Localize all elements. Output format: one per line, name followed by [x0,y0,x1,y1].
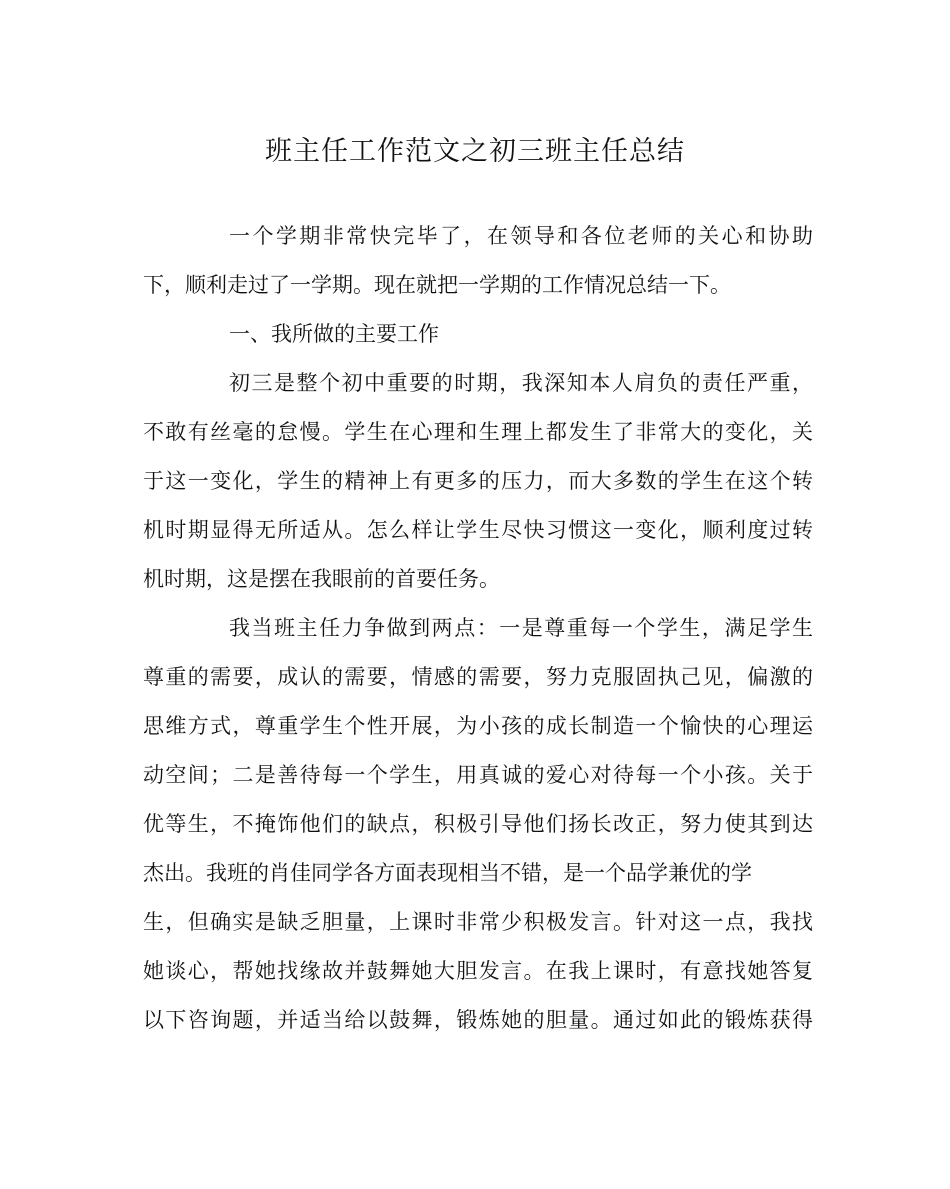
text-line: 一个学期非常快完毕了，在领导和各位老师的关心和协助 [229,224,813,248]
text-line: 动空间；二是善待每一个学生，用真诚的爱心对待每一个小孩。关于 [143,763,813,787]
text-line: 机时期，这是摆在我眼前的首要任务。 [143,567,500,591]
text-line: 于这一变化，学生的精神上有更多的压力，而大多数的学生在这个转 [143,469,813,493]
document-title: 班主任工作范文之初三班主任总结 [265,136,685,167]
text-line: 杰出。我班的肖佳同学各方面表现相当不错，是一个品学兼优的学 [143,861,752,885]
text-line: 下，顺利走过了一学期。现在就把一学期的工作情况总结一下。 [143,273,731,297]
paragraph-grade-three [143,359,813,604]
text-line: 她谈心，帮她找缘故并鼓舞她大胆发言。在我上课时，有意找她答复 [143,959,813,983]
text-line: 尊重的需要，成认的需要，情感的需要，努力克服固执己见，偏激的 [143,665,813,689]
text-line: 思维方式，尊重学生个性开展，为小孩的成长制造一个愉快的心理运 [143,714,813,738]
section-heading [143,310,813,359]
text-line: 不敢有丝毫的怠慢。学生在心理和生理上都发生了非常大的变化，关 [143,420,813,444]
paragraph-two-points [143,604,813,1045]
text-line: 初三是整个初中重要的时期，我深知本人肩负的责任严重， [229,371,813,395]
text-line: 优等生，不掩饰他们的缺点，积极引导他们扬长改正，努力使其到达 [143,812,813,836]
text-line: 以下咨询题，并适当给以鼓舞，锻炼她的胆量。通过如此的锻炼获得 [143,1008,813,1032]
text-line: 生，但确实是缺乏胆量，上课时非常少积极发言。针对这一点，我找 [143,910,813,934]
text-line: 机时期显得无所适从。怎么样让学生尽快习惯这一变化，顺利度过转 [143,518,813,542]
document-body [143,212,813,1045]
paragraph-intro [143,212,813,310]
text-line: 我当班主任力争做到两点：一是尊重每一个学生，满足学生 [229,616,813,640]
text-line: 一、我所做的主要工作 [229,322,439,346]
